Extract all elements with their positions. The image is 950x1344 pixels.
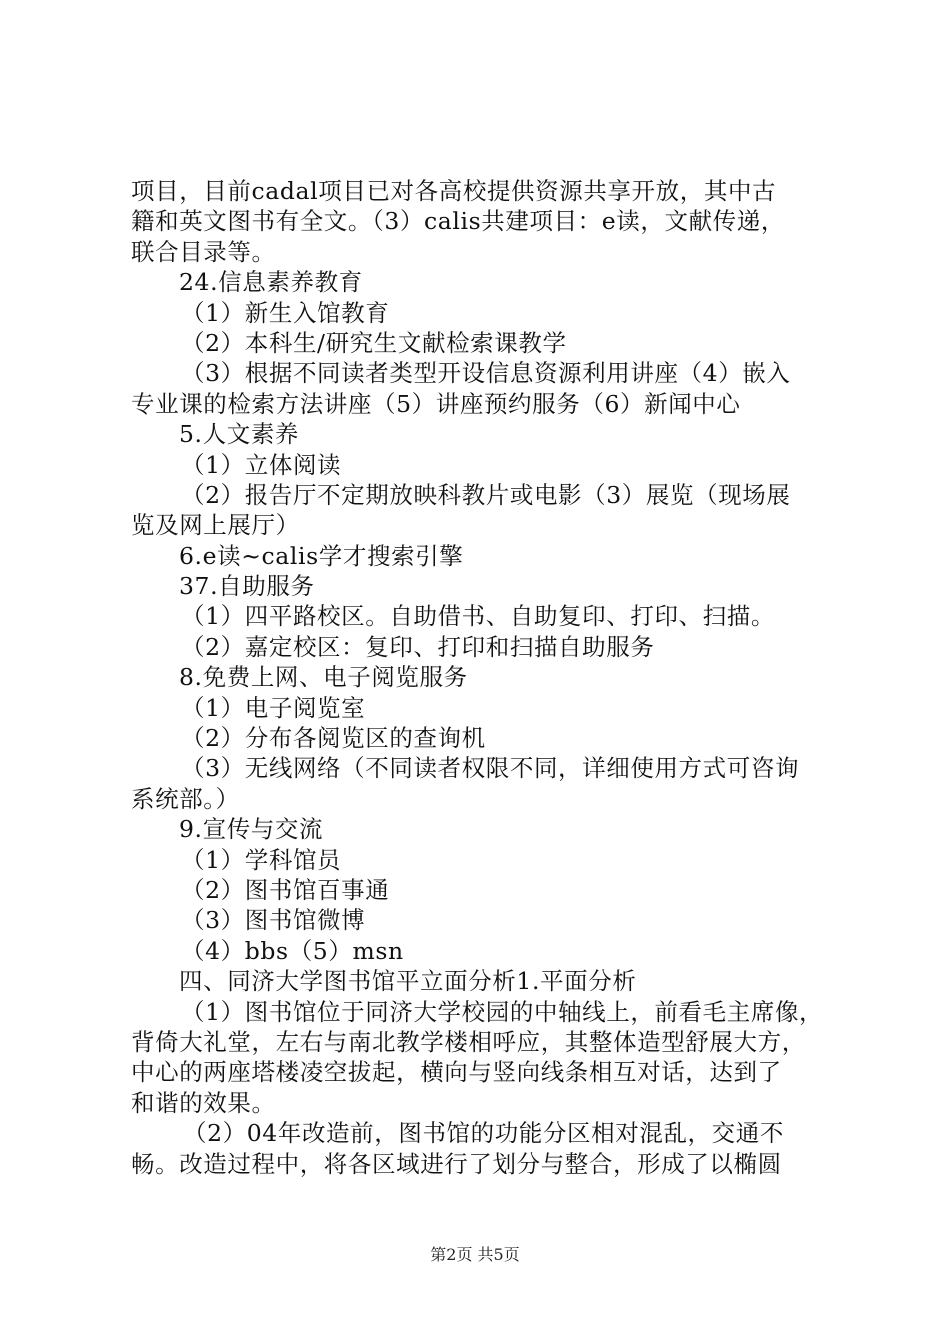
text-line: （2）报告厅不定期放映科教片或电影（3）展览（现场展 (181, 480, 791, 509)
text-line: （1）图书馆位于同济大学校园的中轴线上，前看毛主席像， (181, 997, 824, 1026)
text-line: （3）图书馆微博 (181, 906, 366, 935)
text-line: 8.免费上网、电子阅览服务 (179, 663, 468, 692)
text-line: 24.信息素养教育 (179, 268, 363, 297)
text-line: 6.e读~calis学才搜索引擎 (179, 541, 464, 570)
text-line: （2）04年改造前，图书馆的功能分区相对混乱，交通不 (183, 1119, 784, 1148)
text-line: 37.自助服务 (179, 572, 315, 601)
text-line: （1）立体阅读 (181, 450, 342, 479)
text-line: 专业课的检索方法讲座（5）讲座预约服务（6）新闻中心 (131, 389, 741, 418)
text-line: 系统部。） (131, 784, 240, 813)
text-line: （3）根据不同读者类型开设信息资源利用讲座（4）嵌入 (181, 359, 791, 388)
document-body (131, 176, 836, 1179)
text-line: 四、同济大学图书馆平立面分析1.平面分析 (179, 967, 637, 996)
text-line: 联合目录等。 (131, 237, 276, 266)
text-line: （3）无线网络（不同读者权限不同，详细使用方式可咨询 (181, 754, 800, 783)
text-line: 9.宣传与交流 (179, 815, 324, 844)
text-line: （2）本科生/研究生文献检索课教学 (181, 328, 567, 357)
page-footer: 第2页 共5页 (430, 1245, 520, 1264)
text-line: 背倚大礼堂，左右与南北教学楼相呼应，其整体造型舒展大方， (131, 1027, 806, 1056)
text-line: （2）嘉定校区：复印、打印和扫描自助服务 (181, 632, 655, 661)
text-line: 览及网上展厅） (131, 511, 300, 540)
text-line: 项目，目前cadal项目已对各高校提供资源共享开放，其中古 (131, 177, 777, 205)
text-line: 中心的两座塔楼凌空拔起，横向与竖向线条相互对话，达到了 (131, 1058, 782, 1087)
text-line: （2）分布各阅览区的查询机 (181, 724, 486, 753)
text-line: （2）图书馆百事通 (181, 875, 390, 904)
text-line: （1）电子阅览室 (181, 693, 366, 722)
text-line: （4）bbs（5）msn (181, 936, 404, 965)
text-line: （1）学科馆员 (181, 845, 342, 874)
text-line: （1）四平路校区。自助借书、自助复印、打印、扫描。 (181, 602, 775, 631)
text-line: 畅。改造过程中，将各区域进行了划分与整合，形成了以椭圆 (131, 1149, 782, 1178)
text-line: 和谐的效果。 (131, 1088, 276, 1117)
text-line: （1）新生入馆教育 (181, 298, 390, 327)
text-line: 5.人文素养 (179, 420, 300, 449)
text-line: 籍和英文图书有全文。（3）calis共建项目：e读，文献传递， (131, 207, 785, 236)
